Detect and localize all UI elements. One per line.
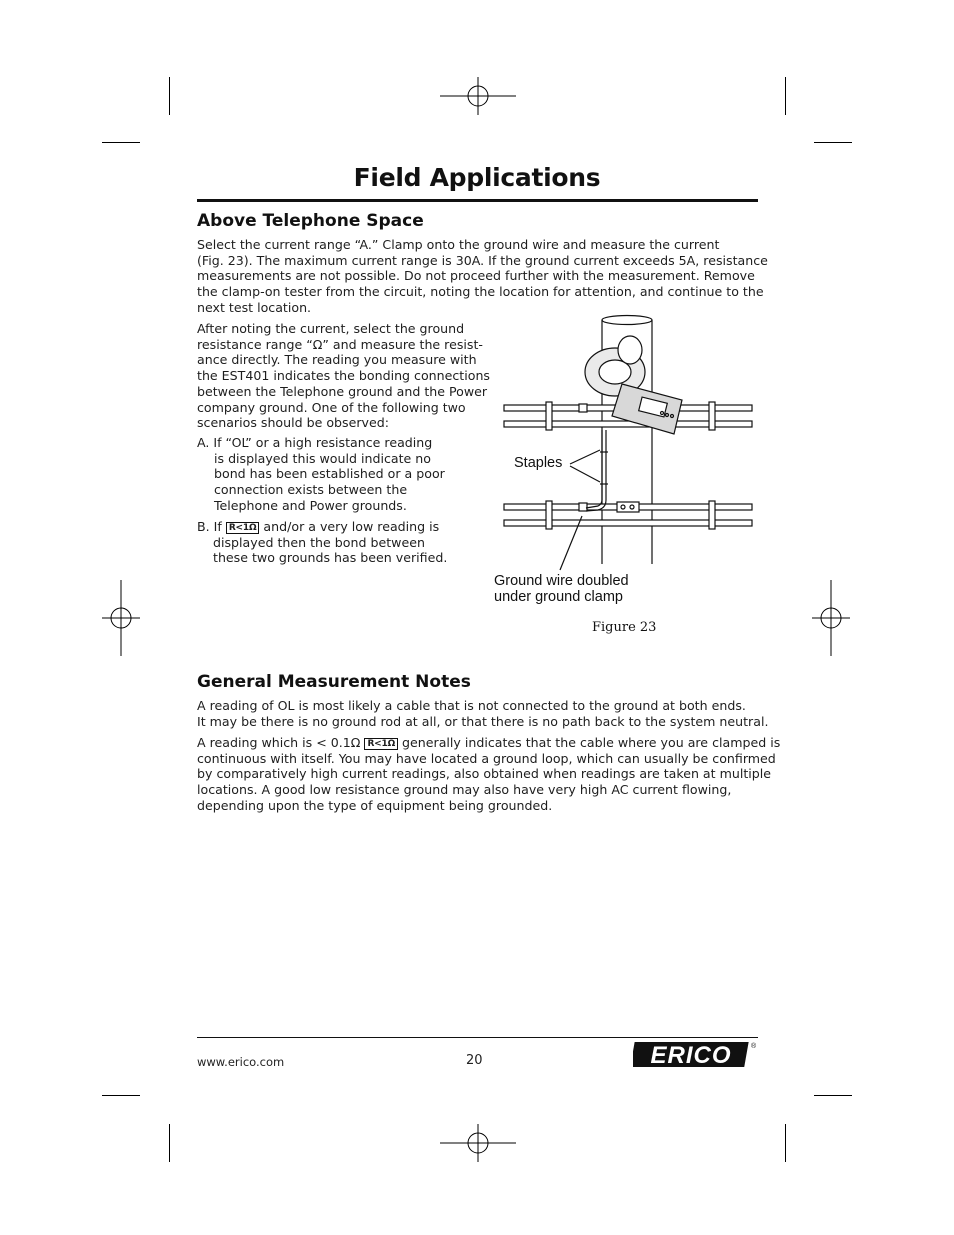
text-line: (Fig. 23). The maximum current range is 30A. If the ground current exceeds 5A, resistance (197, 252, 768, 268)
text-line (197, 735, 780, 751)
staples-label: Staples (514, 455, 563, 471)
terminal (579, 503, 587, 511)
text-line: these two grounds has been verified. (213, 550, 448, 566)
footer-url[interactable]: www.erico.com (197, 1055, 285, 1069)
page-number: 20 (466, 1053, 483, 1068)
text-line: by comparatively high current readings, also obtained when readings are taken at multiple (197, 766, 772, 782)
crop-mark (169, 1124, 170, 1162)
section-heading-general-notes: General Measurement Notes (197, 672, 471, 692)
crop-mark (169, 77, 170, 115)
cable-clamp (546, 501, 552, 529)
label-line: Ground wire doubled (494, 573, 629, 589)
list-item-b (197, 519, 447, 566)
label-line: under ground clamp (494, 589, 623, 605)
erico-logo (633, 1040, 757, 1070)
resistance-symbol: R<1Ω (226, 522, 260, 534)
crop-mark (102, 142, 140, 143)
title-rule (197, 199, 758, 202)
text-line: between the Telephone ground and the Power (197, 383, 488, 399)
logo-text: ERICO (650, 1042, 732, 1069)
text-line: It may be there is no ground rod at all, or that there is no path back to the system neutral. (197, 713, 769, 729)
registration-mark-icon (440, 77, 516, 115)
footer-rule (197, 1037, 758, 1038)
crop-mark (785, 1124, 786, 1162)
cable-clamp (709, 402, 715, 430)
registered-mark: ® (751, 1043, 757, 1050)
text-line: measurements are not possible. Do not proceed further with the measurement. Remove (197, 268, 755, 284)
ground-wire-label (494, 573, 629, 605)
text-line: resistance range “Ω” and measure the resist- (197, 336, 483, 352)
figure-caption: Figure 23 (592, 620, 657, 635)
clamp-handle (618, 336, 642, 364)
text-line: continuous with itself. You may have located a ground loop, which can usually be confirmed (197, 750, 776, 766)
resistance-symbol: R<1Ω (364, 738, 398, 750)
registration-mark-icon (440, 1124, 516, 1162)
text-line (197, 519, 447, 535)
cable-clamp (546, 402, 552, 430)
staples-leader (570, 466, 600, 482)
text-line: A. If “OL” or a high resistance reading (197, 435, 433, 450)
page-title: Field Applications (353, 163, 601, 192)
item-b-prefix: B. If (197, 519, 222, 534)
paragraph-after-noting (197, 321, 490, 431)
text-line: A reading of OL is most likely a cable that is not connected to the ground at both ends. (197, 698, 746, 713)
cable-clamp (709, 501, 715, 529)
crop-mark (102, 1095, 140, 1096)
text-line: Telephone and Power grounds. (214, 497, 407, 513)
terminal (579, 404, 587, 412)
registration-mark-icon (812, 580, 850, 656)
text-line: Select the current range “A.” Clamp onto the ground wire and measure the current (197, 237, 720, 252)
text-line: After noting the current, select the ground (197, 321, 465, 336)
crop-mark (785, 77, 786, 115)
text-line: displayed then the bond between (213, 534, 425, 550)
paragraph-low-reading (197, 735, 780, 814)
item-b-rest: and/or a very low reading is (263, 519, 440, 534)
text-line: is displayed this would indicate no (214, 450, 431, 466)
text-line: the EST401 indicates the bonding connections (197, 368, 490, 384)
ground-wire (586, 430, 602, 508)
low-reading-rest: generally indicates that the cable where you are clamped is (402, 735, 781, 750)
ground-clamp-block (617, 502, 639, 512)
section-heading-above-telephone-space: Above Telephone Space (197, 211, 424, 231)
registration-mark-icon (102, 580, 140, 656)
text-line: bond has been established or a poor (214, 466, 445, 482)
text-line: company ground. One of the following two (197, 399, 466, 415)
text-line: depending upon the type of equipment being grounded. (197, 797, 553, 813)
paragraph-ol-reading (197, 698, 768, 729)
text-line: scenarios should be observed: (197, 415, 389, 431)
text-line: locations. A good low resistance ground may also have very high AC current flowing, (197, 782, 732, 798)
text-line: connection exists between the (214, 482, 408, 498)
ground-wire (586, 430, 606, 511)
pole-top (602, 316, 652, 325)
staples-leader (570, 450, 600, 464)
list-item-a (197, 435, 445, 514)
text-line: ance directly. The reading you measure with (197, 352, 477, 368)
crop-mark (814, 142, 852, 143)
crop-mark (814, 1095, 852, 1096)
low-reading-prefix: A reading which is < 0.1Ω (197, 735, 361, 750)
text-line: next test location. (197, 299, 312, 315)
text-line: the clamp-on tester from the circuit, noting the location for attention, and continue to the (197, 284, 764, 300)
paragraph-select-current (197, 237, 768, 316)
